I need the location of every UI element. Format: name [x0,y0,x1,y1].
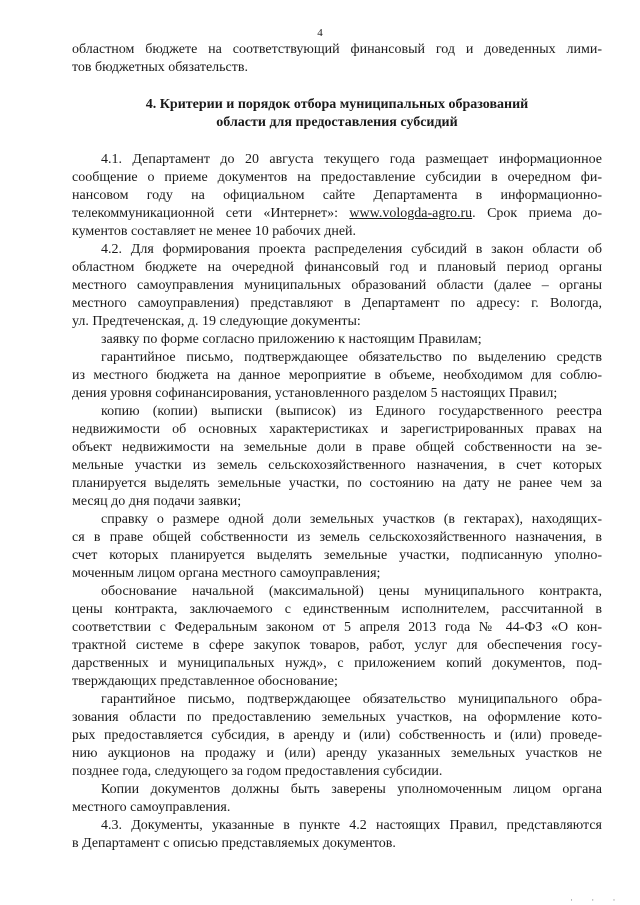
text-span: . Срок приема до- [472,206,602,221]
list-item: соответствии с Федеральным законом от 5 апреля 2013 года № 44-ФЗ «О кон- [72,620,602,635]
paragraph-4-1-line [72,205,602,222]
copies-paragraph-line: Копии документов должны быть заверены уполномоченным лицом органа [101,782,602,797]
paragraph-4-3-line: 4.3. Документы, указанные в пункте 4.2 настоящих Правил, представляются [101,818,602,833]
paragraph-4-2-line: местного самоуправления) представляют в Департамент по адресу: г. Вологда, [72,296,602,311]
text-span: телекоммуникационной сети «Интернет»: [72,206,350,221]
list-item: объект недвижимости на земельные доли в праве общей собственности на зе- [72,440,602,455]
list-item: обоснование начальной (максимальной) цены муниципального контракта, [101,584,602,599]
list-item: трактной системе в сфере закупок товаров, работ, услуг для обеспечения госу- [72,638,602,653]
list-item: позднее года, следующего за годом предоставления субсидии. [72,764,443,779]
paragraph-4-2-line: ул. Предтеченская, д. 19 следующие документы: [72,314,361,329]
paragraph-4-1-line: 4.1. Департамент до 20 августа текущего года размещает информационное [101,152,602,167]
list-item: рых предоставляется субсидия, в аренду и (или) собственность и (или) проведе- [72,728,602,743]
paragraph-4-1-line: сообщение о приеме документов на предоставление субсидии в очередном фи- [72,170,602,185]
scan-artifact-dots: · · · [570,895,624,905]
list-item: дения уровня софинансирования, установленного разделом 5 настоящих Правил; [72,386,558,401]
list-item: справку о размере одной доли земельных участков (в гектарах), находящих- [101,512,602,527]
section-title: области для предоставления субсидий [216,115,458,130]
website-link[interactable]: www.vologda-agro.ru [349,206,473,221]
page-number: 4 [317,27,323,39]
list-item: зования области по предоставлению земельных участков, на оформление кото- [72,710,602,725]
list-item: мельные участки из земель сельскохозяйственного назначения, в счет которых [72,458,602,473]
list-item: цены контракта, заключаемого с единственным исполнителем, рассчитанной в [72,602,602,617]
list-item: нию аукционов на продажу и (или) аренду указанных земельных участков не [72,746,602,761]
paragraph-4-1-line: кументов составляет не менее 10 рабочих дней. [72,224,357,239]
paragraph-4-2-line: местного самоуправления муниципальных образований области (далее – органы [72,278,602,293]
list-item: моченным лицом органа местного самоуправления; [72,566,381,581]
list-item: из местного бюджета на данное мероприятие в объеме, необходимом для соблю- [72,368,602,383]
list-item: планируется выделять земельные участки, по состоянию на дату не ранее чем за [72,476,602,491]
copies-paragraph-line: местного самоуправления. [72,800,231,815]
paragraph-4-3-line: в Департамент с описью представляемых документов. [72,836,396,851]
list-item: тверждающих представленное обоснование; [72,674,338,689]
paragraph-4-2-line: 4.2. Для формирования проекта распределения субсидий в закон области об [101,242,602,257]
list-item: счет которых планируется выделять земельные участки, подписанную уполно- [72,548,602,563]
list-item: недвижимости об основных характеристиках и зарегистрированных правах на [72,422,602,437]
list-item: заявку по форме согласно приложению к настоящим Правилам; [101,332,482,347]
paragraph-4-2-line: областном бюджете на очередной финансовый год и плановый период органы [72,260,602,275]
list-item: ся в праве общей собственности из земель сельскохозяйственного назначения, в [72,530,602,545]
list-item: гарантийное письмо, подтверждающее обязательство муниципального обра- [101,692,602,707]
text-line: областном бюджете на соответствующий финансовый год и доведенных лими- [72,42,602,57]
list-item: копию (копии) выписки (выписок) из Единого государственного реестра [101,404,602,419]
list-item: гарантийное письмо, подтверждающее обязательство по выделению средств [101,350,602,365]
list-item: месяц до дня подачи заявки; [72,494,242,509]
list-item: дарственных и муниципальных нужд», с приложением копий документов, под- [72,656,602,671]
paragraph-4-1-line: нансовом году на официальном сайте Департамента в информационно- [72,188,602,203]
text-line: тов бюджетных обязательств. [72,60,248,75]
section-title: 4. Критерии и порядок отбора муниципальных образований [145,97,529,112]
